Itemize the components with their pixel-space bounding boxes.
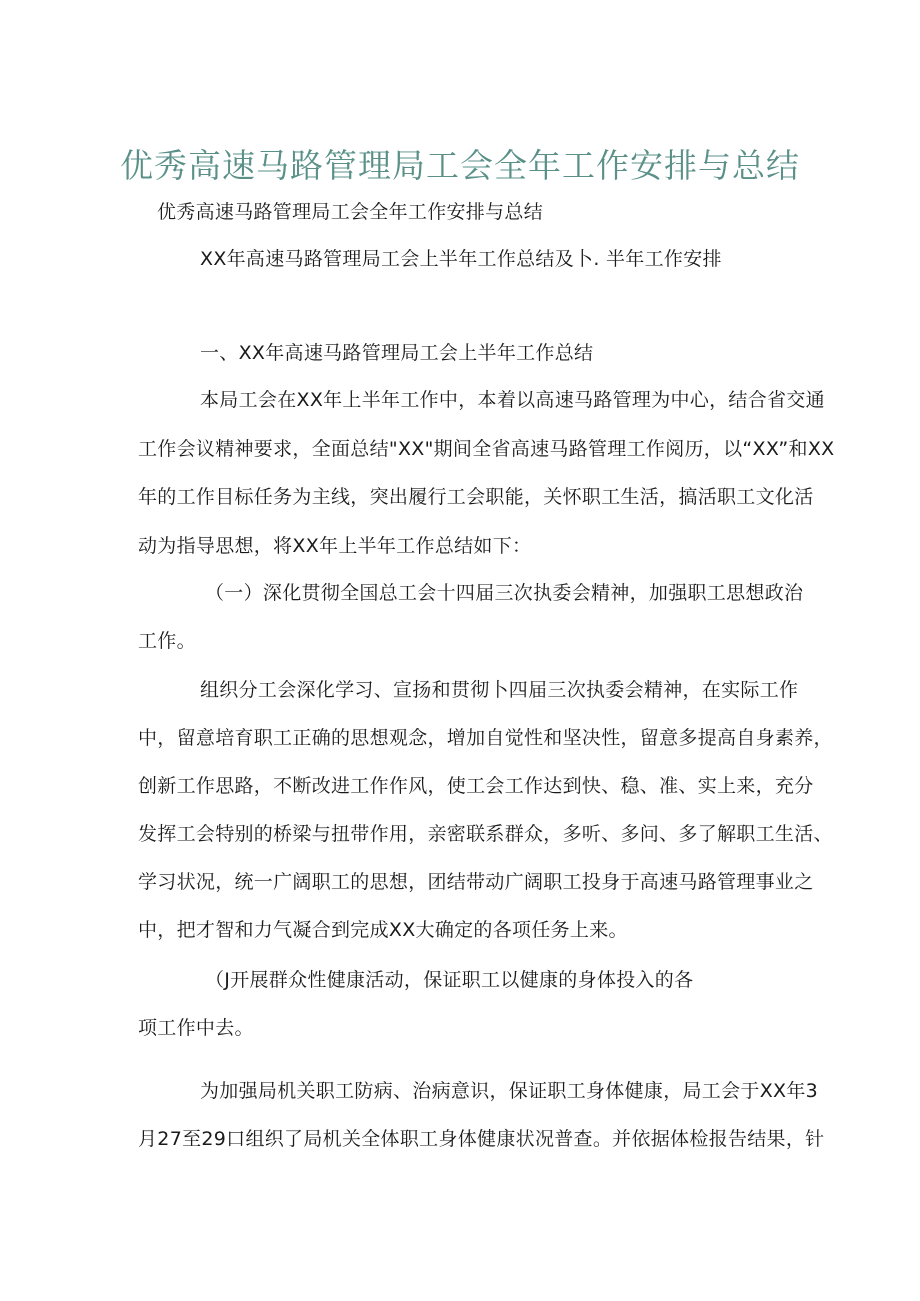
- paragraph-2-line-3: 创新工作思路，不断改进工作作风，使工会工作达到快、稳、准、实上来，充分: [138, 775, 814, 797]
- document-subtitle: 优秀高速马路管理局工会全年工作安排与总结: [157, 201, 544, 223]
- paragraph-1-line-3: 年的工作目标任务为主线，突出履行工会职能，关怀职工生活，搞活职工文化活: [138, 486, 814, 508]
- subsection-heading-2-line-1: （J开展群众性健康活动，保证职工以健康的身体投入的各: [205, 969, 694, 991]
- document-heading: XX年高速马路管理局工会上半年工作总结及卜. 半年工作安排: [200, 248, 722, 270]
- subsection-heading-1-line-1: （一）深化贯彻全国总工会十四届三次执委会精神，加强职工思想政治: [205, 582, 804, 604]
- section-heading-1: 一、XX年高速马路管理局工会上半年工作总结: [200, 342, 594, 364]
- subsection-heading-1-line-2: 工作。: [138, 630, 196, 652]
- paragraph-1-line-1: 本局工会在XX年上半年工作中，本着以高速马路管理为中心，结合省交通: [200, 389, 825, 411]
- paragraph-1-line-4: 动为指导思想，将XX年上半年工作总结如下：: [138, 535, 532, 557]
- paragraph-2-line-1: 组织分工会深化学习、宣扬和贯彻卜四届三次执委会精神，在实际工作: [200, 679, 799, 701]
- subsection-heading-2-line-2: 项工作中去。: [138, 1017, 254, 1039]
- paragraph-3-line-2: 月27至29口组织了局机关全体职工身体健康状况普查。并依据体检报告结果，针: [138, 1128, 825, 1150]
- paragraph-2-line-5: 学习状况，统一广阔职工的思想，团结带动广阔职工投身于高速马路管理事业之: [138, 871, 814, 893]
- paragraph-2-line-6: 中，把才智和力气凝合到完成XX大确定的各项任务上来。: [138, 919, 628, 941]
- paragraph-3-line-1: 为加强局机关职工防病、治病意识，保证职工身体健康，局工会于XX年3: [200, 1080, 819, 1102]
- document-title: 优秀高速马路管理局工会全年工作安排与总结: [120, 146, 800, 185]
- paragraph-2-line-2: 中，留意培育职工正确的思想观念，增加自觉性和坚决性，留意多提高自身素养，: [138, 727, 833, 749]
- paragraph-2-line-4: 发挥工会特别的桥梁与扭带作用，亲密联系群众，多听、多问、多了解职工生活、: [138, 823, 833, 845]
- paragraph-1-line-2: 工作会议精神要求，全面总结"XX"期间全省高速马路管理工作阅历，以“XX”和XX: [138, 438, 835, 460]
